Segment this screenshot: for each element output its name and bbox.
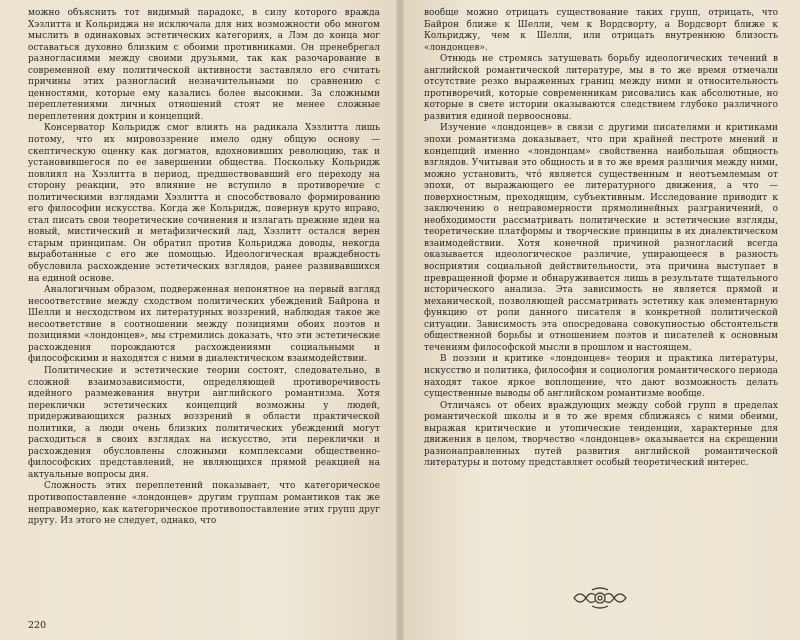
paragraph: Сложность этих переплетений показывает, что категорическое противопоставление «лондонцев» другим группам романтиков так же неправомерно, как категорическое противопоставление этих групп друг другу. Из этого не следует, однако, что <box>28 481 380 527</box>
paragraph: Изучение «лондонцев» в связи с другими писателями и критиками эпохи романтизма доказывает, что при крайней пестроте мнений и концепций именно «лондонцам» свойственна наибольшая общность взглядов. Учитывая это общность и в то же время различия между ними, можно установить, что́ является существенным и неотъемлемым от эпохи, от выражающего ее литературного движения, а что — поверхностным, преходящим, субъективным. Исследование приводит к заключению о неправомерности прямолинейных разграничений, о необходимости рассматривать политические и эстетические взгляды, теоретические платформы и творческие принципы в их диалектическом взаимодействии. Хотя конечной причиной разногласий всегда оказывается идеологическое различие, упирающееся в разность восприятия социальной действительности, эта причина выступает в превращенной форме и обнаруживается лишь в результате тщательного исторического анализа. Эта зависимость не является прямой и механической, позволяющей рассматривать эстетику как элементарную функцию от роли данного писателя в конкретной политической ситуации. Зависимость эта опосредована совокупностью обстоятельств общественной борьбы и отношением поэтов и писателей к основным течениям философской мысли в прошлом и настоящем. <box>424 123 778 353</box>
paragraph: Консерватор Кольридж смог влиять на радикала Хэзлитта лишь потому, что их мировоззрение имело одну общую основу — скептическую оценку как догматов, вдохновивших революцию, так и установившегося по ее завершении общества. Поскольку Кольридж повлиял на Хэзлитта в период, предшествовавший его переходу на сторону реакции, это влияние не вступило в противоречие с политическими взглядами Хэзлитта и способствовало формированию его философии искусства. Когда же Кольридж, повернув круто вправо, стал писать свои теоретические сочинения и излагать прежние идеи на новый, мистический и метафизический лад, Хэзлитт остался верен старым принципам. Он обратил против Кольриджа доводы, некогда выработанные с его же помощью. Идеологическая враждебность обусловила расхождение эстетических взглядов, ранее развивавшихся на единой основе. <box>28 123 380 284</box>
paragraph: Отличаясь от обеих враждующих между собой групп в пределах романтической школы и в то же время сближаясь с ними обеими, выражая критические и утопические тенденции, характерные для движения в целом, творчество «лондонцев» оказывается на скрещении разнонаправленных путей развития английской романтической литературы и потому представляет особый теоретический интерес. <box>424 400 778 469</box>
right-page-text <box>424 8 778 470</box>
paragraph: Отнюдь не стремясь затушевать борьбу идеологических течений в английской романтической литературе, мы в то же время отмечали отсутствие резко выраженных границ между ними и относительность противоречий, которые современникам рисовались как абсолютные, но которые в свете истории оказываются следствием глубоко различного развития единой первоосновы. <box>424 54 778 122</box>
paragraph: Аналогичным образом, подверженная непонятное на первый взгляд несоответствие между сходством политических убеждений Байрона и Шелли и несходством их литературных воззрений, наблюдая такое же несоответствие в соотношении между позициями обоих поэтов и позициями «лондонцев», мы стремились доказать, что эти эстетические расхождения порождаются расхождениями социальными и философскими и находятся с ними в диалектическом взаимодействии. <box>28 285 380 365</box>
paragraph: вообще можно отрицать существование таких групп, отрицать, что Байрон ближе к Шелли, чем к Вордсворту, а Вордсворт ближе к Кольриджу, чем к Шелли, или отрицать внутреннюю близость «лондонцев». <box>424 8 778 53</box>
decorative-scroll-ornament-icon <box>572 586 628 610</box>
right-page <box>400 0 800 640</box>
paragraph: В поэзии и критике «лондонцев» теория и практика литературы, искусство и политика, философия и социология романтического периода находят такое яркое воплощение, что дают возможность делать существенные выводы об английском романтизме вообще. <box>424 354 778 400</box>
book-gutter <box>396 0 404 640</box>
paragraph: Политические и эстетические теории состоят, следовательно, в сложной взаимозависимости, определяющей противоречивость идейного размежевания внутри английского романтизма. Хотя переклички эстетических концепций возможны у людей, придерживающихся разных воззрений в области практической политики, а люди очень близких политических убеждений могут расходиться в своих взглядах на искусство, эти переклички и расхождения обусловлены сложными комплексами общественно-философских представлений, не являющихся прямой реакцией на актуальные вопросы дня. <box>28 365 380 480</box>
page-number: 220 <box>28 620 47 631</box>
left-page-text <box>28 8 380 528</box>
paragraph: можно объяснить тот видимый парадокс, в силу которого враждa Хэзлитта и Кольриджа не исключала для них возможности обо многом мыслить в одинаковых эстетических категориях, а Лэм до конца мог оставаться духовно близким с обоими противниками. Он пренебрегал разногласиями между своими друзьями, так как разочарование в современной ему политической активности заставляло его считать причины этих разногласий незначительными по сравнению с ценностями, которые ему казались более высокими. За сложными переплетениями личных отношений стоят не менее сложные переплетения доктрин и концепций. <box>28 8 380 122</box>
